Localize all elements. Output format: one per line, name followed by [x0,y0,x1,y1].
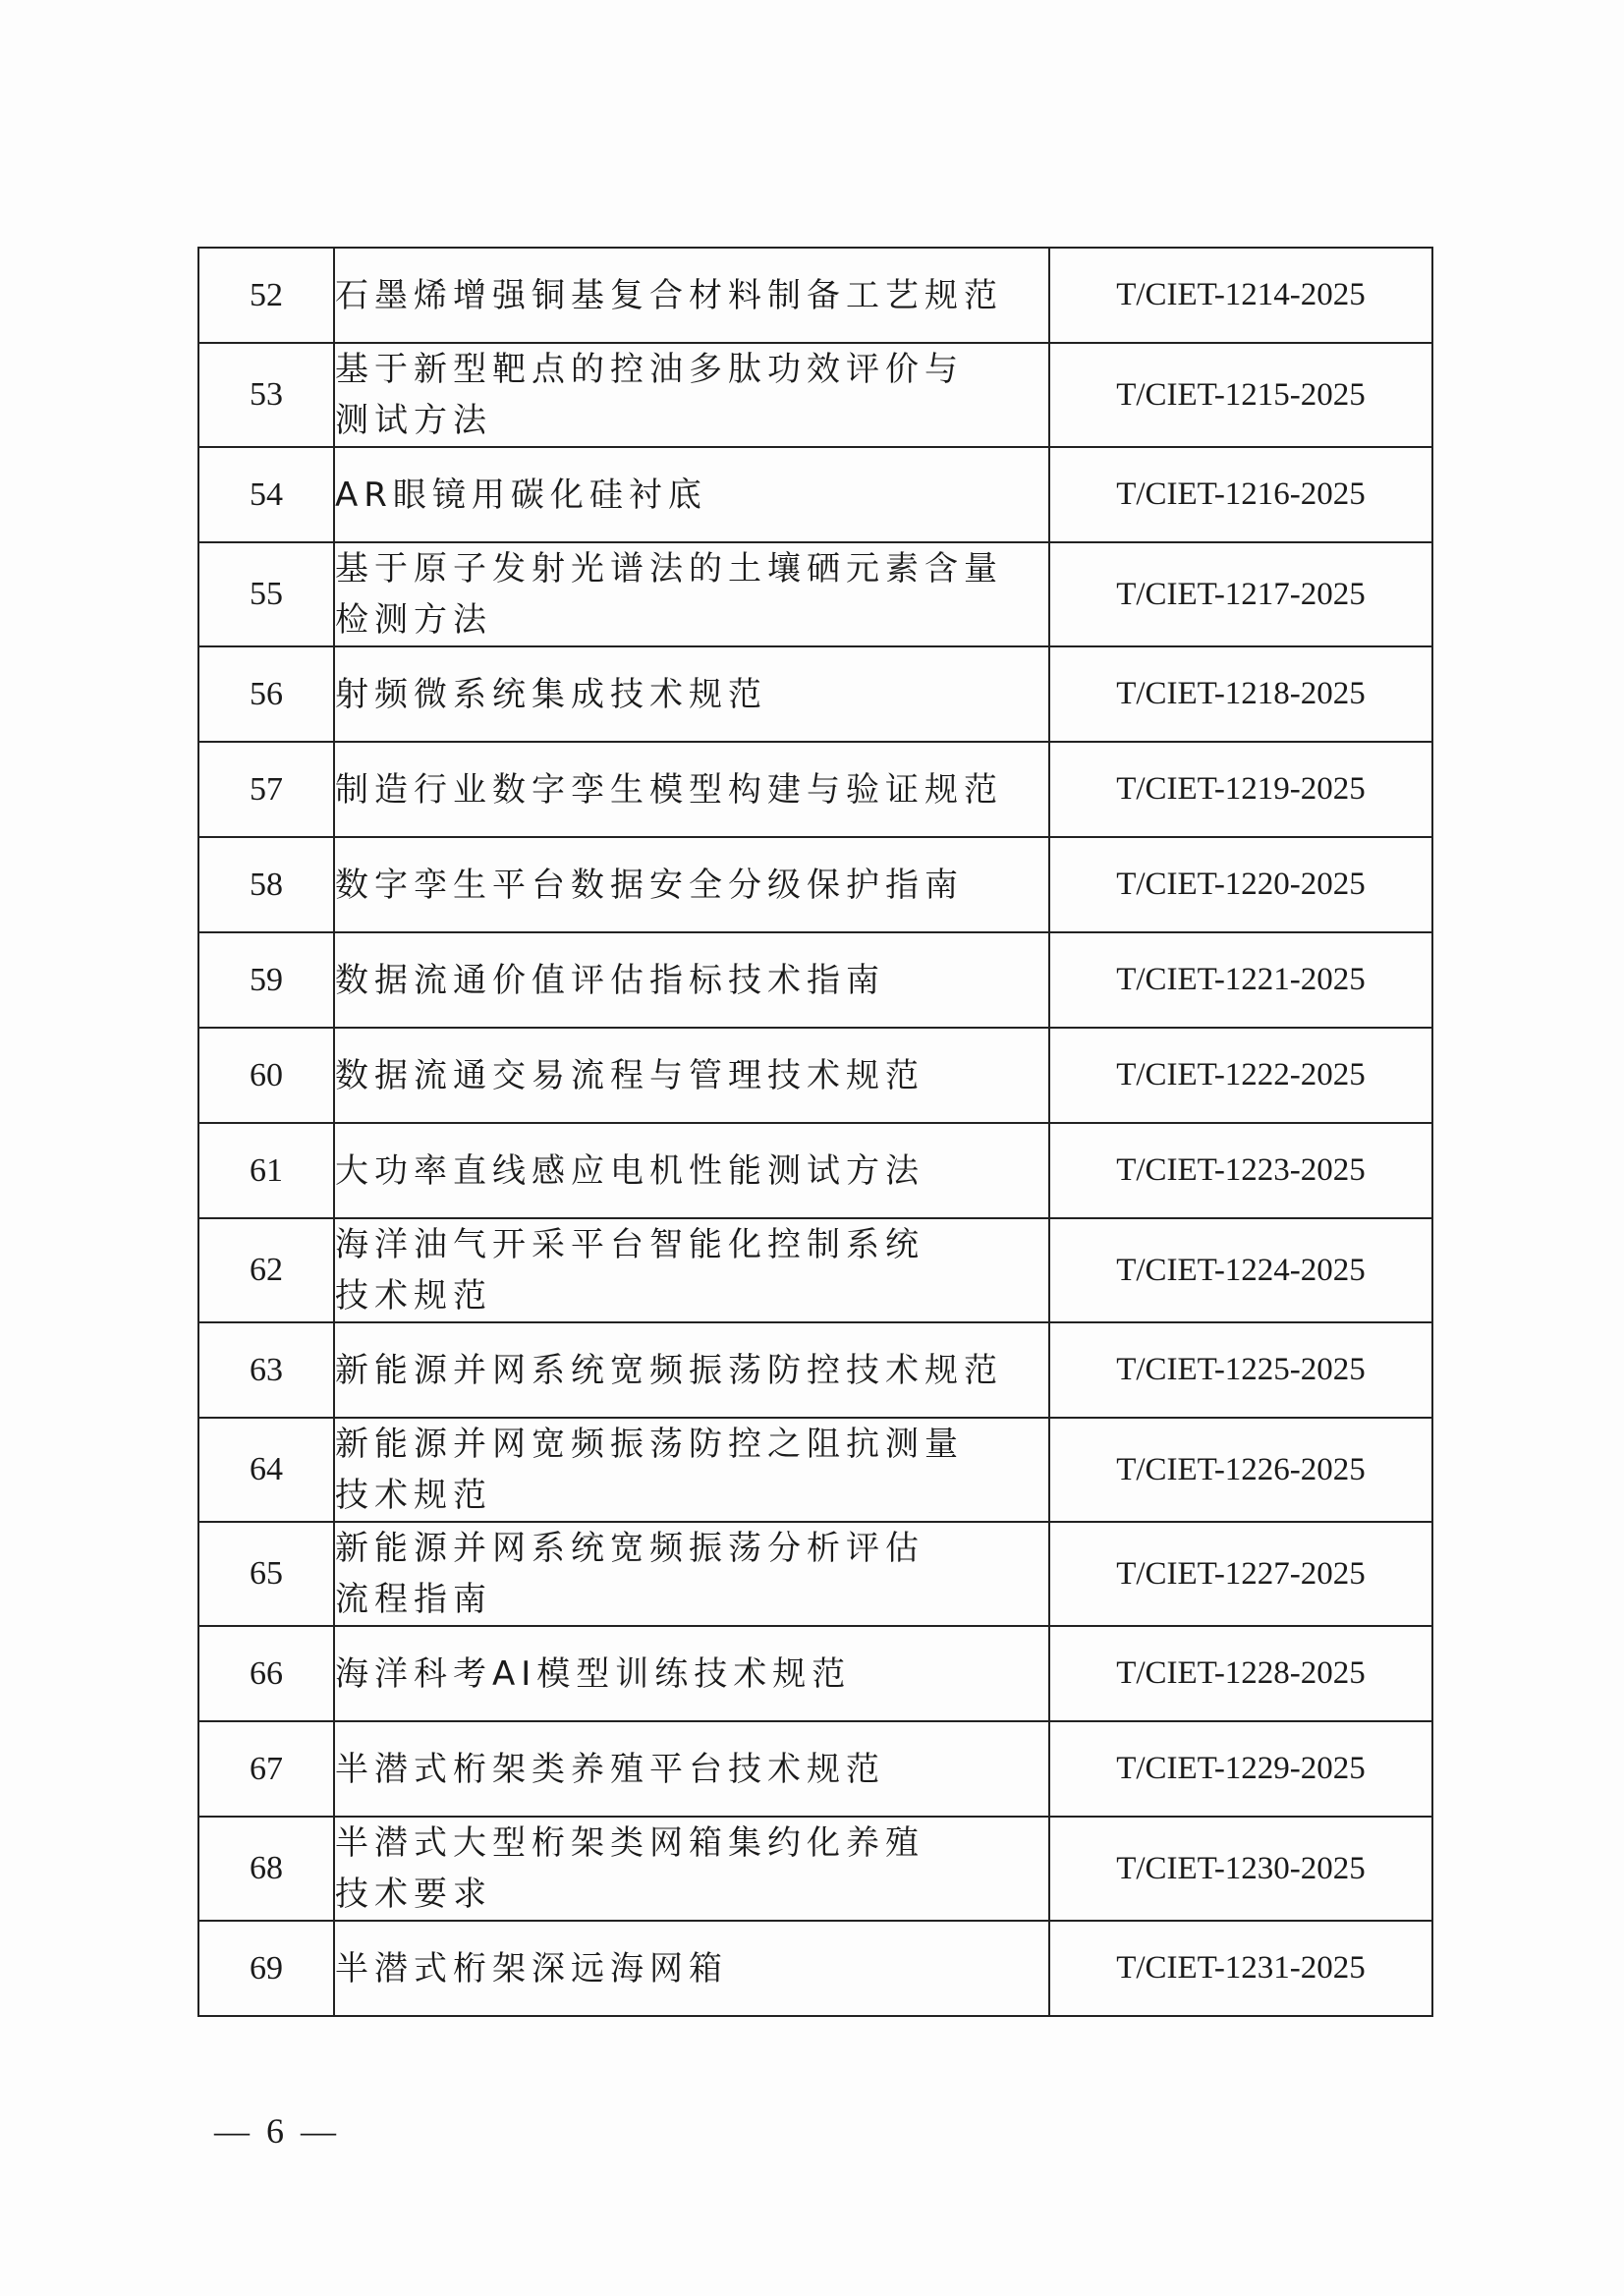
standard-code: T/CIET-1217-2025 [1049,542,1432,646]
table-row [198,1418,1432,1522]
standard-code: T/CIET-1215-2025 [1049,343,1432,447]
row-number: 60 [198,1028,334,1123]
row-number: 69 [198,1921,334,2016]
table-row [198,646,1432,742]
row-number: 55 [198,542,334,646]
standard-code: T/CIET-1224-2025 [1049,1218,1432,1322]
standard-name: 新能源并网系统宽频振荡防控技术规范 [334,1322,1049,1418]
standard-name: 大功率直线感应电机性能测试方法 [334,1123,1049,1218]
standard-code: T/CIET-1225-2025 [1049,1322,1432,1418]
standard-name: 海洋科考AI模型训练技术规范 [334,1626,1049,1721]
table-row [198,447,1432,542]
standard-code: T/CIET-1216-2025 [1049,447,1432,542]
standard-name: 数字孪生平台数据安全分级保护指南 [334,837,1049,932]
row-number: 58 [198,837,334,932]
standard-code: T/CIET-1223-2025 [1049,1123,1432,1218]
standards-table [197,247,1433,2017]
table-row [198,542,1432,646]
table-row [198,1218,1432,1322]
row-number: 65 [198,1522,334,1626]
standard-name: 基于原子发射光谱法的土壤硒元素含量 检测方法 [334,542,1049,646]
standard-name: 数据流通交易流程与管理技术规范 [334,1028,1049,1123]
standard-code: T/CIET-1222-2025 [1049,1028,1432,1123]
standard-code: T/CIET-1226-2025 [1049,1418,1432,1522]
standard-code: T/CIET-1231-2025 [1049,1921,1432,2016]
standard-name: 基于新型靶点的控油多肽功效评价与 测试方法 [334,343,1049,447]
standard-code: T/CIET-1221-2025 [1049,932,1432,1028]
row-number: 67 [198,1721,334,1817]
standard-code: T/CIET-1227-2025 [1049,1522,1432,1626]
standard-code: T/CIET-1218-2025 [1049,646,1432,742]
table-row [198,1721,1432,1817]
row-number: 59 [198,932,334,1028]
standard-code: T/CIET-1219-2025 [1049,742,1432,837]
standard-name: 新能源并网系统宽频振荡分析评估 流程指南 [334,1522,1049,1626]
standard-name: 半潜式大型桁架类网箱集约化养殖 技术要求 [334,1817,1049,1921]
table-row [198,343,1432,447]
table-row [198,1522,1432,1626]
standard-code: T/CIET-1214-2025 [1049,248,1432,343]
row-number: 66 [198,1626,334,1721]
standard-name: 半潜式桁架深远海网箱 [334,1921,1049,2016]
table-row [198,1028,1432,1123]
row-number: 61 [198,1123,334,1218]
standard-name: 制造行业数字孪生模型构建与验证规范 [334,742,1049,837]
standard-name: 射频微系统集成技术规范 [334,646,1049,742]
standard-code: T/CIET-1228-2025 [1049,1626,1432,1721]
standard-name: 半潜式桁架类养殖平台技术规范 [334,1721,1049,1817]
table-row [198,1921,1432,2016]
row-number: 53 [198,343,334,447]
table-row [198,1817,1432,1921]
row-number: 68 [198,1817,334,1921]
table-row [198,932,1432,1028]
row-number: 62 [198,1218,334,1322]
table-row [198,1626,1432,1721]
standard-code: T/CIET-1229-2025 [1049,1721,1432,1817]
standard-name: 海洋油气开采平台智能化控制系统 技术规范 [334,1218,1049,1322]
standard-name: 新能源并网宽频振荡防控之阻抗测量 技术规范 [334,1418,1049,1522]
standard-name: 数据流通价值评估指标技术指南 [334,932,1049,1028]
row-number: 64 [198,1418,334,1522]
row-number: 63 [198,1322,334,1418]
row-number: 56 [198,646,334,742]
standards-table-body [198,248,1432,2016]
standard-name: 石墨烯增强铜基复合材料制备工艺规范 [334,248,1049,343]
row-number: 57 [198,742,334,837]
table-row [198,742,1432,837]
table-row [198,1322,1432,1418]
standard-code: T/CIET-1220-2025 [1049,837,1432,932]
row-number: 54 [198,447,334,542]
table-row [198,837,1432,932]
table-row [198,248,1432,343]
row-number: 52 [198,248,334,343]
page-number: — 6 — [214,2111,340,2151]
table-row [198,1123,1432,1218]
standard-name: AR眼镜用碳化硅衬底 [334,447,1049,542]
standard-code: T/CIET-1230-2025 [1049,1817,1432,1921]
